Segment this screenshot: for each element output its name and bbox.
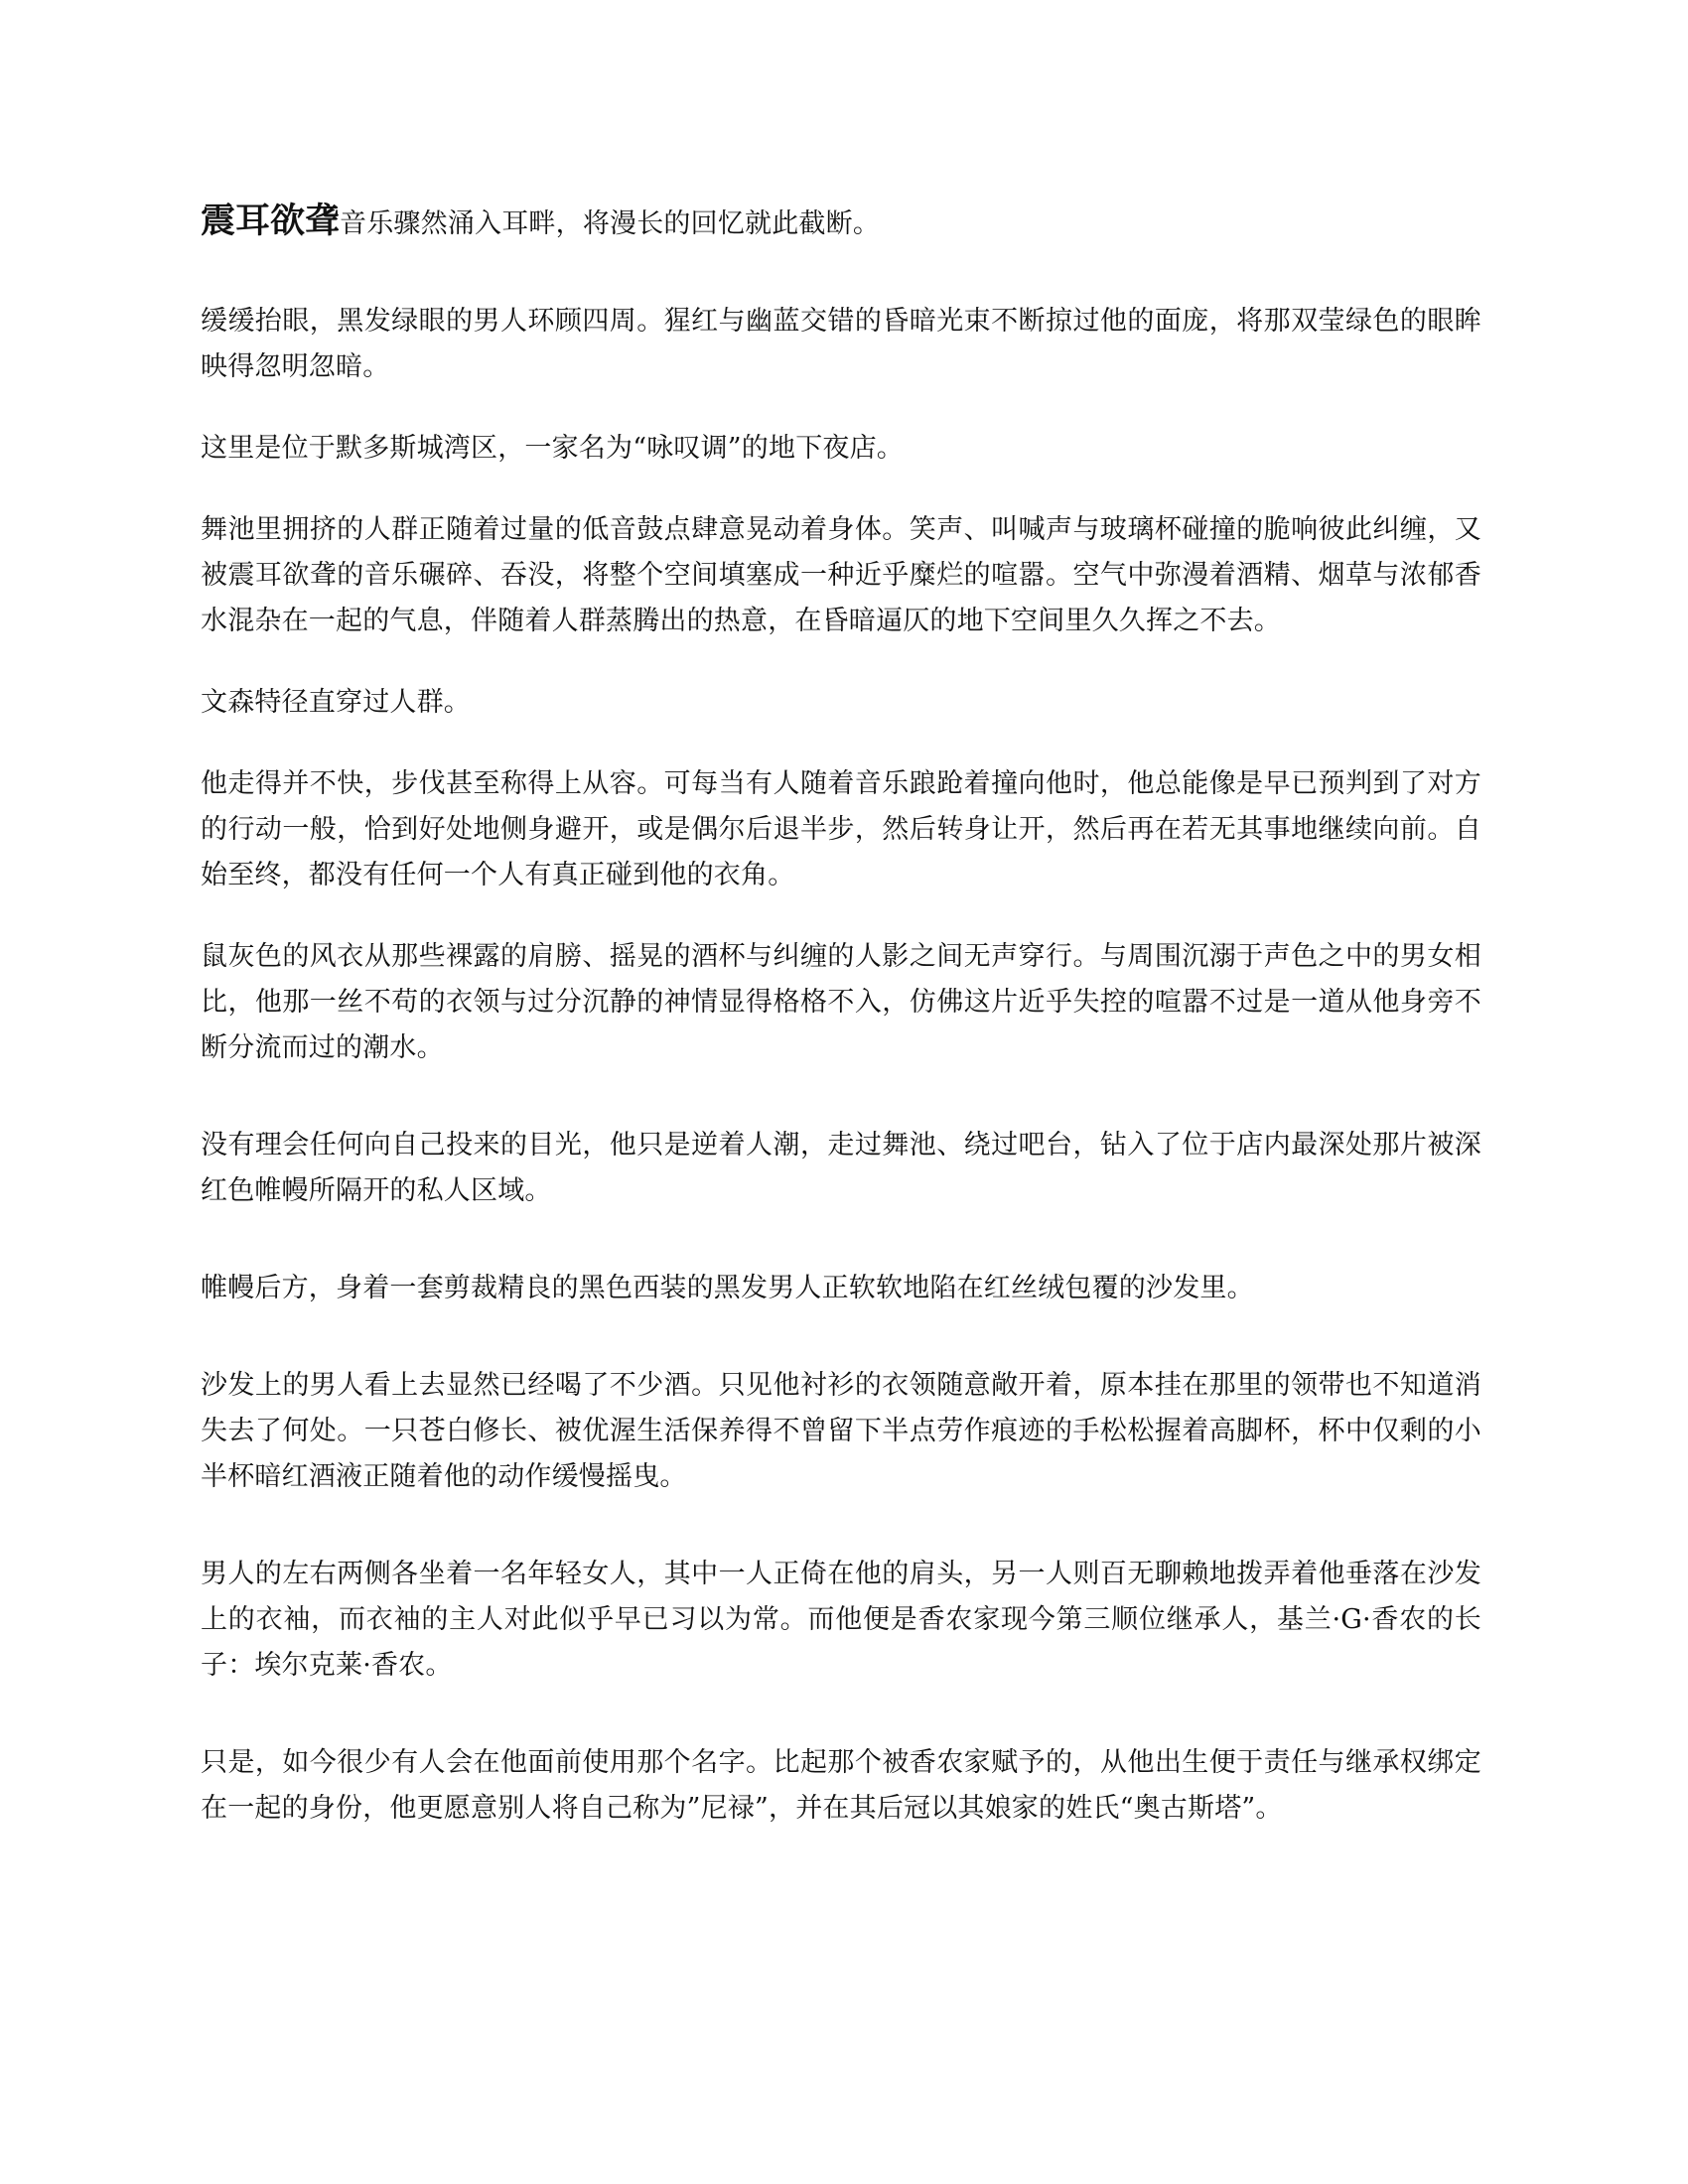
paragraph: 舞池里拥挤的人群正随着过量的低音鼓点肆意晃动着身体。笑声、叫喊声与玻璃杯碰撞的脆响彼此纠缠，又被震耳欲聋的音乐碾碎、吞没，将整个空间填塞成一种近乎糜烂的喧嚣。空气中弥漫着酒精、烟草与浓郁香水混杂在一起的气息，伴随着人群蒸腾出的热意，在昏暗逼仄的地下空间里久久挥之不去。 (201, 514, 1481, 636)
document-page (201, 199, 1481, 1832)
opening-sentence: 音乐骤然涌入耳畔，将漫长的回忆就此截断。 (340, 208, 881, 239)
paragraph: 鼠灰色的风衣从那些裸露的肩膀、摇晃的酒杯与纠缠的人影之间无声穿行。与周围沉溺于声色之中的男女相比，他那一丝不苟的衣领与过分沉静的神情显得格格不入，仿佛这片近乎失控的喧嚣不过是一道从他身旁不断分流而过的潮水。 (201, 941, 1481, 1063)
paragraph: 文森特径直穿过人群。 (201, 687, 471, 718)
paragraph: 沙发上的男人看上去显然已经喝了不少酒。只见他衬衫的衣领随意敞开着，原本挂在那里的领带也不知道消失去了何处。一只苍白修长、被优渥生活保养得不曾留下半点劳作痕迹的手松松握着高脚杯，杯中仅剩的小半杯暗红酒液正随着他的动作缓慢摇曳。 (201, 1370, 1481, 1492)
paragraph: 这里是位于默多斯城湾区，一家名为“咏叹调”的地下夜店。 (201, 433, 905, 464)
lead-word: 震耳欲聋 (201, 202, 341, 241)
opening-paragraph (201, 199, 1481, 247)
paragraph: 没有理会任何向自己投来的目光，他只是逆着人潮，走过舞池、绕过吧台，钻入了位于店内最深处那片被深红色帷幔所隔开的私人区域。 (201, 1130, 1481, 1206)
paragraph: 男人的左右两侧各坐着一名年轻女人，其中一人正倚在他的肩头，另一人则百无聊赖地拨弄着他垂落在沙发上的衣袖，而衣袖的主人对此似乎早已习以为常。而他便是香农家现今第三顺位继承人，基兰·G·香农的长子：埃尔克莱·香农。 (201, 1559, 1481, 1681)
paragraph: 只是，如今很少有人会在他面前使用那个名字。比起那个被香农家赋予的，从他出生便于责任与继承权绑定在一起的身份，他更愿意别人将自己称为”尼禄”，并在其后冠以其娘家的姓氏“奥古斯塔”。 (201, 1747, 1481, 1824)
paragraph: 帷幔后方，身着一套剪裁精良的黑色西装的黑发男人正软软地陷在红丝绒包覆的沙发里。 (201, 1273, 1254, 1303)
paragraph: 缓缓抬眼，黑发绿眼的男人环顾四周。猩红与幽蓝交错的昏暗光束不断掠过他的面庞，将那双莹绿色的眼眸映得忽明忽暗。 (201, 306, 1481, 382)
paragraph: 他走得并不快，步伐甚至称得上从容。可每当有人随着音乐踉跄着撞向他时，他总能像是早已预判到了对方的行动一般，恰到好处地侧身避开，或是偶尔后退半步，然后转身让开，然后再在若无其事地继续向前。自始至终，都没有任何一个人有真正碰到他的衣角。 (201, 768, 1481, 890)
